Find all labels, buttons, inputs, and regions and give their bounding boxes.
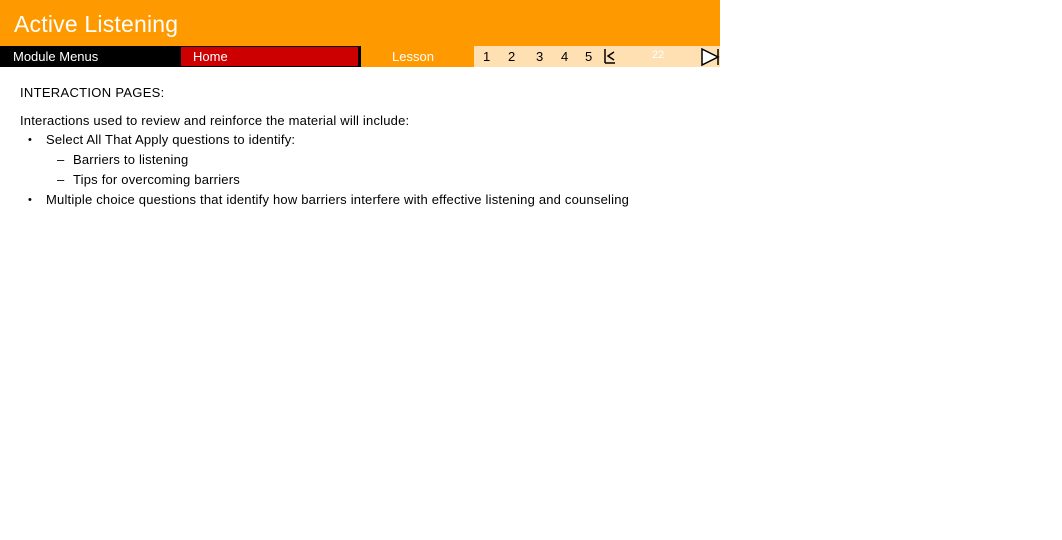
module-menus-button[interactable] — [0, 46, 181, 67]
page-link-2[interactable]: 2 — [508, 49, 516, 64]
list-item — [20, 132, 700, 148]
navigation-bar — [0, 46, 720, 67]
page-link-4[interactable]: 4 — [561, 49, 569, 64]
lesson-button[interactable] — [361, 46, 474, 67]
header-right — [360, 0, 1062, 46]
dash-icon: – — [57, 152, 65, 167]
section-heading: INTERACTION PAGES: — [20, 85, 165, 100]
header-left — [0, 0, 360, 46]
list-item-text: Multiple choice questions that identify how barriers interfere with effective listening and counseling — [46, 192, 630, 207]
dash-icon: – — [57, 172, 65, 187]
app-title: Active Listening — [14, 11, 179, 37]
page-controls — [576, 46, 720, 67]
next-triangle-icon[interactable] — [700, 48, 720, 66]
lesson-label: Lesson — [392, 49, 434, 64]
sub-list-item — [20, 152, 700, 168]
page-number: 22 — [652, 49, 665, 61]
page-links — [474, 46, 576, 67]
bullet-icon: • — [28, 134, 33, 146]
page-link-5[interactable]: 5 — [585, 49, 593, 64]
home-button[interactable] — [181, 46, 359, 67]
page-link-3[interactable]: 3 — [536, 49, 544, 64]
content-area — [20, 85, 700, 212]
bullet-icon: • — [28, 194, 33, 206]
home-label: Home — [193, 49, 228, 64]
sub-list-item-text: Tips for overcoming barriers — [73, 172, 240, 187]
lesson-title: Overcoming Barriers to Listening — [727, 13, 1062, 39]
sub-list-item — [20, 172, 700, 188]
module-menus-label: Module Menus — [13, 49, 99, 64]
list-item-text: Select All That Apply questions to identify: — [46, 132, 296, 147]
page-link-1[interactable]: 1 — [483, 49, 491, 64]
sub-list-item-text: Barriers to listening — [73, 152, 189, 167]
intro-text: Interactions used to review and reinforce the material will include: — [20, 113, 410, 128]
list-item — [20, 192, 700, 208]
back-arrow-icon[interactable] — [604, 48, 616, 64]
